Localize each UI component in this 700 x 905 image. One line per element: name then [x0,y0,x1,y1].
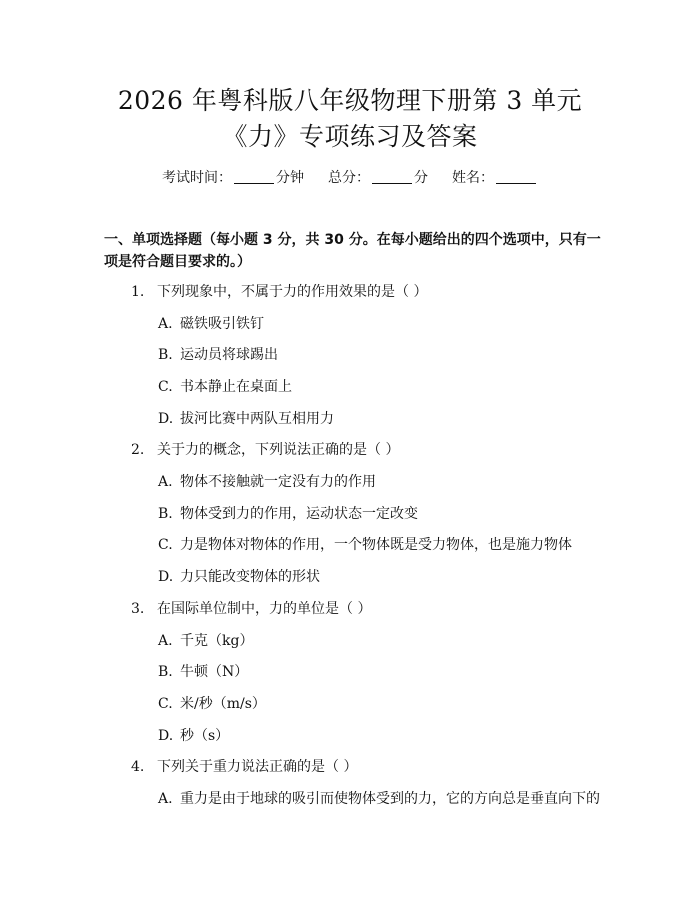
option-label: A. [158,316,173,332]
name-label: 姓名： [452,170,494,186]
option [158,789,600,809]
option-label: C. [158,696,173,712]
option-label: A. [158,633,173,649]
option-label: D. [158,728,174,744]
option [158,567,320,587]
question [131,440,399,460]
time-blank [234,169,274,184]
option-label: D. [158,569,174,585]
question-number: 1. [131,284,145,300]
option [158,694,266,714]
option-label: D. [158,411,174,427]
option-label: C. [158,537,173,553]
option-text: 磁铁吸引铁钉 [180,316,264,332]
option [158,662,248,682]
title-line-2: 《力》专项练习及答案 [222,122,478,151]
option-text: 力只能改变物体的形状 [180,569,320,585]
exam-info-line [0,168,700,188]
option-text: 力是物体对物体的作用，一个物体既是受力物体，也是施力物体 [180,537,572,553]
question [131,757,357,777]
score-label: 总分： [328,170,370,186]
question-number: 4. [131,759,145,775]
option [158,472,376,492]
title-line-1: 2026 年粤科版八年级物理下册第 3 单元 [117,86,583,115]
option-text: 米/秒（m/s） [180,696,266,712]
score-unit: 分 [414,170,428,186]
option [158,535,572,555]
question-text: 下列关于重力说法正确的是（ ） [157,759,358,775]
option [158,631,253,651]
question-text: 下列现象中，不属于力的作用效果的是（ ） [157,284,428,300]
option-label: B. [158,347,173,363]
option-label: B. [158,506,173,522]
option-text: 秒（s） [180,728,230,744]
option-text: 物体受到力的作用，运动状态一定改变 [180,506,418,522]
question-text: 在国际单位制中，力的单位是（ ） [157,601,372,617]
question-text: 关于力的概念，下列说法正确的是（ ） [157,442,400,458]
option [158,726,229,746]
question-number: 3. [131,601,145,617]
question-number: 2. [131,442,145,458]
time-label: 考试时间： [162,170,232,186]
option [158,409,334,429]
option-text: 千克（kg） [180,633,254,649]
question [131,599,371,619]
option-label: A. [158,791,173,807]
option [158,314,264,334]
option [158,377,292,397]
section-heading-1: 一、单项选择题（每小题 3 分，共 30 分。在每小题给出的四个选项中，只有一项是符合题目要求的。） [104,232,601,270]
option-text: 运动员将球踢出 [180,347,278,363]
time-unit: 分钟 [276,170,304,186]
option-text: 书本静止在桌面上 [180,379,292,395]
option-text: 物体不接触就一定没有力的作用 [180,474,376,490]
question [131,282,427,302]
option-text: 牛顿（N） [180,664,249,680]
option [158,504,418,524]
name-blank [496,169,536,184]
score-blank [372,169,412,184]
option-label: B. [158,664,173,680]
option-text: 重力是由于地球的吸引而使物体受到的力，它的方向总是垂直向下的 [180,791,600,807]
option-label: C. [158,379,173,395]
option [158,345,278,365]
option-text: 拔河比赛中两队互相用力 [180,411,334,427]
option-label: A. [158,474,173,490]
